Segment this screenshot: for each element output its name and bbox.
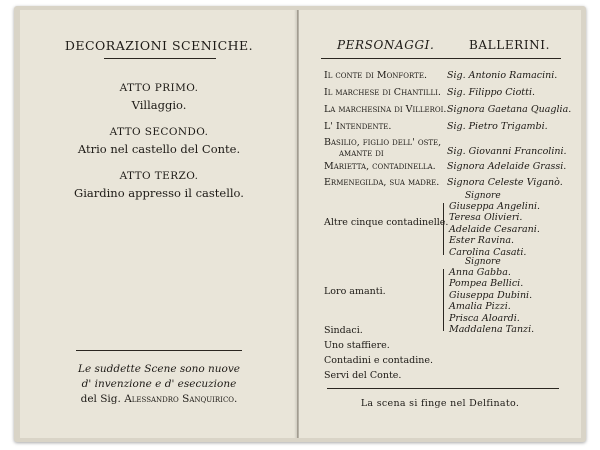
- scenery-note: [20, 362, 298, 407]
- dancer-name: Ester Ravina.: [449, 235, 515, 247]
- act-number: ATTO TERZO.: [119, 170, 199, 182]
- dancer-name: Sig. Antonio Ramacini.: [447, 70, 558, 81]
- right-page: [299, 10, 581, 438]
- group-names: [449, 201, 540, 258]
- act-1: [20, 82, 298, 112]
- dancer-name: Amalia Pizzi.: [449, 301, 511, 313]
- character-name-line2: amante di: [339, 148, 384, 159]
- page-title: DECORAZIONI SCENICHE.: [64, 38, 254, 53]
- dancer-name: Sig. Pietro Trigambi.: [447, 121, 548, 132]
- dancer-name: Signora Adelaide Grassi.: [447, 161, 567, 172]
- dancer-name: Sig. Filippo Ciotti.: [447, 87, 535, 98]
- note-rule: [76, 350, 242, 351]
- act-number: ATTO SECONDO.: [109, 126, 209, 138]
- dancers-header: BALLERINI.: [469, 38, 551, 52]
- character-name: Il conte di Monforte.: [324, 70, 427, 81]
- extra-role: Contadini e contadine.: [324, 355, 434, 366]
- dancer-name: Adelaide Cesarani.: [449, 223, 540, 235]
- group-title: Signore: [465, 257, 501, 267]
- header-rule: [321, 58, 561, 59]
- left-page: [20, 10, 298, 438]
- dancer-name: Pompea Bellici.: [449, 278, 524, 290]
- characters-header: PERSONAGGI.: [337, 38, 435, 52]
- character-name: L' Intendente.: [324, 121, 392, 132]
- dancer-name: Teresa Olivieri.: [449, 212, 523, 224]
- extra-role: Servi del Conte.: [324, 370, 402, 381]
- setting-note: La scena si finge nel Delfinato.: [360, 398, 520, 409]
- dancer-name: Giuseppa Angelini.: [449, 201, 541, 212]
- dancer-name: Carolina Casati.: [449, 246, 527, 258]
- group-title: Signore: [465, 191, 501, 201]
- character-name: Ermenegilda, sua madre.: [324, 177, 440, 188]
- dancer-name: Signora Celeste Viganò.: [447, 177, 563, 188]
- designer-name: Alessandro Sanquirico.: [124, 393, 238, 405]
- dancer-name: Sig. Giovanni Francolini.: [447, 146, 567, 157]
- act-place: Atrio nel castello del Conte.: [77, 142, 241, 156]
- character-name: Marietta, contadinella.: [324, 161, 436, 172]
- title-rule: [104, 58, 216, 59]
- note-line-3: [20, 392, 298, 407]
- character-name: Il marchese di Chantilli.: [324, 87, 441, 98]
- footer-rule: [327, 388, 559, 389]
- note-line-1: Le suddette Scene sono nuove: [77, 363, 241, 375]
- dancer-name: Anna Gabba.: [449, 267, 511, 278]
- act-number: ATTO PRIMO.: [119, 82, 199, 94]
- note-line-2: d' invenzione e d' esecuzione: [81, 378, 237, 390]
- group-label: Loro amanti.: [324, 286, 386, 297]
- dancer-name: Prisca Aloardi.: [449, 312, 520, 324]
- dancer-name: Maddalena Tanzi.: [449, 324, 535, 336]
- character-name: La marchesina di Villeroi.: [324, 104, 447, 115]
- dancer-name: Giuseppa Dubini.: [449, 289, 533, 301]
- character-name: Basilio, figlio dell' oste,: [324, 137, 442, 148]
- extra-role: Sindaci.: [324, 325, 363, 336]
- extra-role: Uno staffiere.: [324, 340, 390, 351]
- group-names: [449, 267, 534, 335]
- note-prefix: del Sig.: [80, 393, 121, 405]
- open-booklet: [14, 6, 586, 442]
- act-3: [20, 170, 298, 200]
- act-place: Giardino appresso il castello.: [74, 186, 244, 200]
- dancer-name: Signora Gaetana Quaglia.: [447, 104, 572, 115]
- act-2: [20, 126, 298, 156]
- group-label: Altre cinque contadinelle.: [324, 217, 449, 228]
- act-place: Villaggio.: [131, 98, 187, 112]
